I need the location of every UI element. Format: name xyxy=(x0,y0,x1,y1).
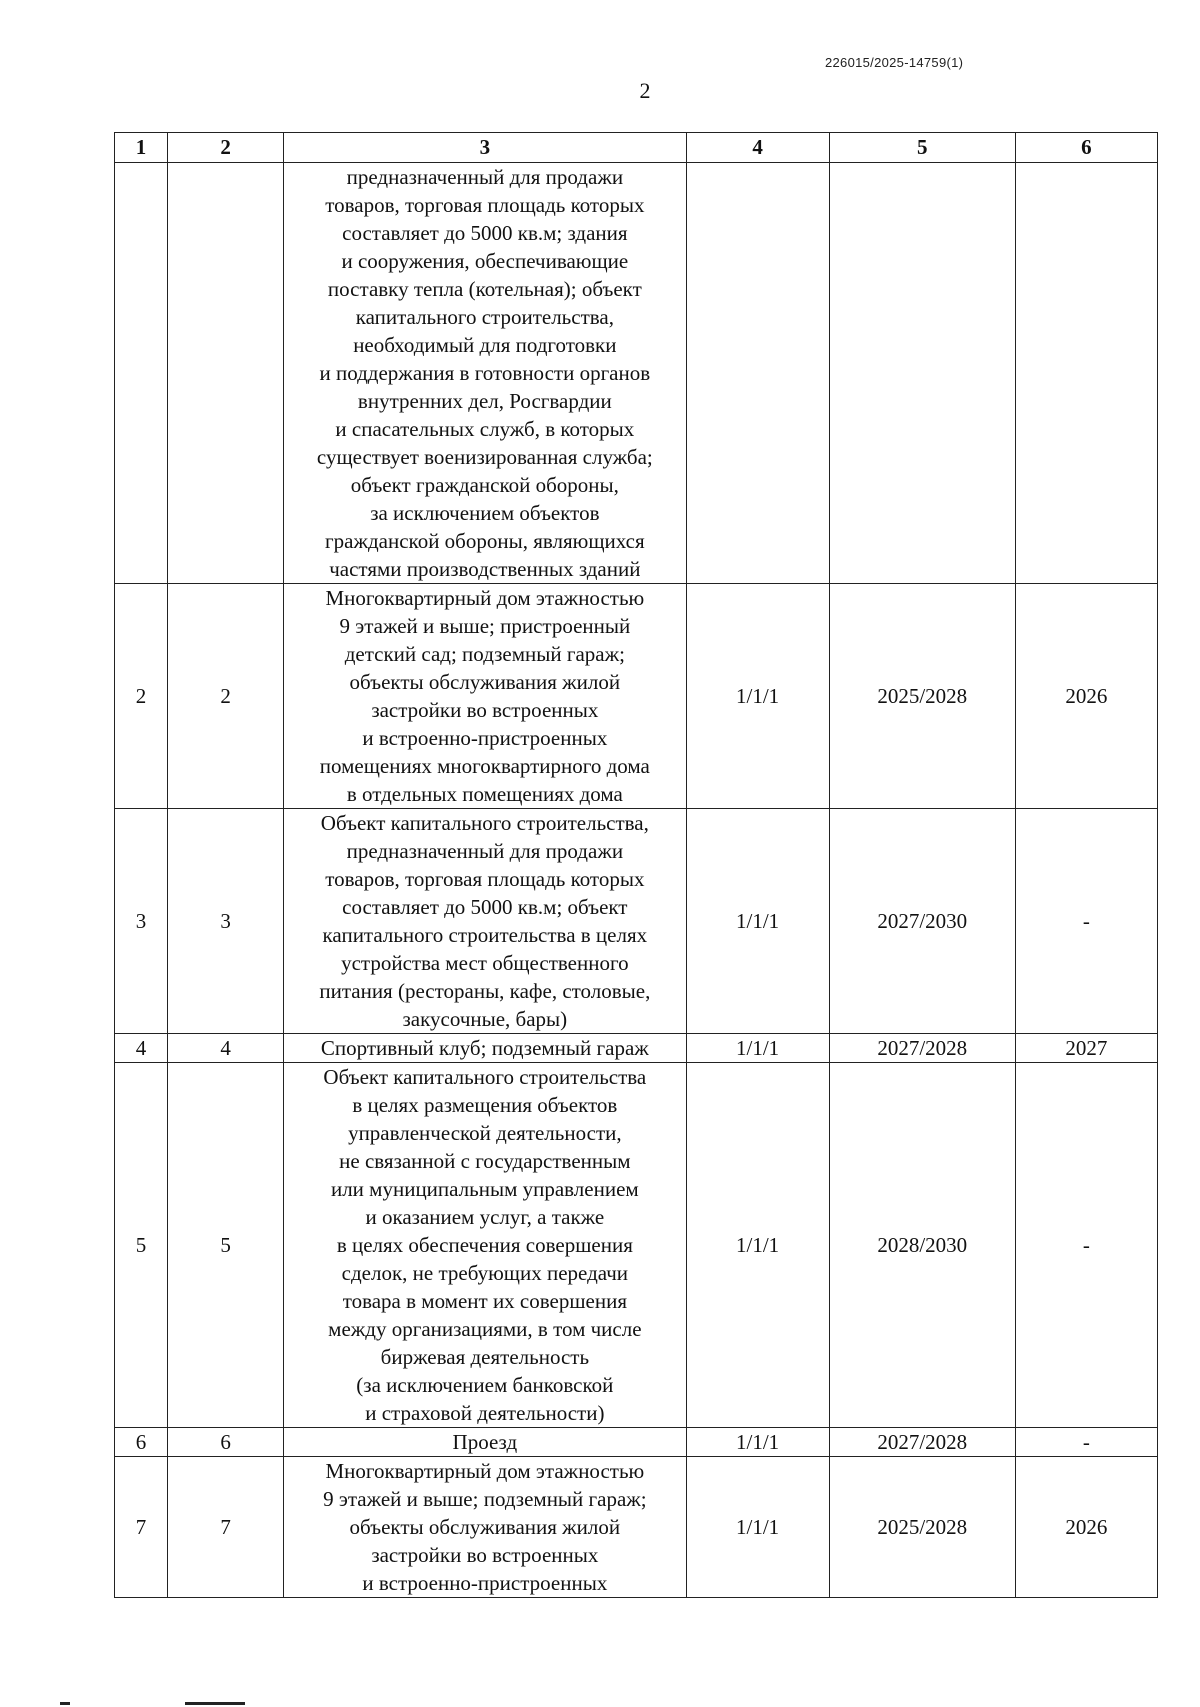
table-row xyxy=(115,1063,1158,1428)
scan-top-marks xyxy=(790,0,1170,6)
table-cell-c5: 2025/2028 xyxy=(829,584,1015,809)
column-header: 1 xyxy=(115,133,168,163)
table-cell-c2 xyxy=(168,163,284,584)
table-row xyxy=(115,584,1158,809)
description-line: не связанной с государственным xyxy=(339,1149,631,1173)
description-line: и страховой деятельности) xyxy=(365,1401,605,1425)
table-cell-c1 xyxy=(115,163,168,584)
table-cell-c2: 3 xyxy=(168,809,284,1034)
description-line: товаров, торговая площадь которых xyxy=(325,867,645,891)
table-cell-c1: 2 xyxy=(115,584,168,809)
table-cell-c5: 2027/2028 xyxy=(829,1034,1015,1063)
column-header: 3 xyxy=(284,133,686,163)
description-line: застройки во встроенных xyxy=(371,1543,599,1567)
table-cell-c4: 1/1/1 xyxy=(686,1063,829,1428)
table-cell-c5: 2027/2030 xyxy=(829,809,1015,1034)
table-cell-c6: - xyxy=(1015,1428,1157,1457)
column-header: 5 xyxy=(829,133,1015,163)
description-line: в целях обеспечения совершения xyxy=(336,1233,633,1257)
table-cell-c2: 6 xyxy=(168,1428,284,1457)
description-line: необходимый для подготовки xyxy=(353,333,617,357)
description-cell xyxy=(284,1034,686,1063)
description-line: капитального строительства, xyxy=(355,305,614,329)
description-line: и спасательных служб, в которых xyxy=(335,417,635,441)
description-line: и встроенно-пристроенных xyxy=(362,726,608,750)
description-line: Многоквартирный дом этажностью xyxy=(325,1459,645,1483)
description-line: Спортивный клуб; подземный гараж xyxy=(320,1036,649,1060)
description-line: объекты обслуживания жилой xyxy=(349,670,621,694)
description-line: товаров, торговая площадь которых xyxy=(325,193,645,217)
description-line: помещениях многоквартирного дома xyxy=(319,754,650,778)
description-line: Объект капитального строительства, xyxy=(320,811,649,835)
table-cell-c6: - xyxy=(1015,1063,1157,1428)
description-line: составляет до 5000 кв.м; объект xyxy=(342,895,628,919)
table-cell-c6 xyxy=(1015,163,1157,584)
description-line: составляет до 5000 кв.м; здания xyxy=(342,221,628,245)
table-cell-c4: 1/1/1 xyxy=(686,1034,829,1063)
description-line: (за исключением банковской xyxy=(356,1373,614,1397)
description-line: Объект капитального строительства xyxy=(323,1065,647,1089)
description-line: между организациями, в том числе xyxy=(328,1317,642,1341)
column-header: 2 xyxy=(168,133,284,163)
description-line: предназначенный для продажи xyxy=(346,165,624,189)
description-line: устройства мест общественного xyxy=(341,951,629,975)
table-row xyxy=(115,809,1158,1034)
description-cell xyxy=(284,1428,686,1457)
description-line: застройки во встроенных xyxy=(371,698,599,722)
table-cell-c1: 3 xyxy=(115,809,168,1034)
description-line: в целях размещения объектов xyxy=(352,1093,618,1117)
table-cell-c2: 5 xyxy=(168,1063,284,1428)
description-line: или муниципальным управлением xyxy=(330,1177,639,1201)
description-cell xyxy=(284,809,686,1034)
table-row xyxy=(115,163,1158,584)
column-header: 6 xyxy=(1015,133,1157,163)
description-line: в отдельных помещениях дома xyxy=(346,782,623,806)
table-cell-c4: 1/1/1 xyxy=(686,584,829,809)
table-cell-c6: 2027 xyxy=(1015,1034,1157,1063)
description-cell xyxy=(284,163,686,584)
description-line: Многоквартирный дом этажностью xyxy=(325,586,645,610)
table-cell-c1: 7 xyxy=(115,1457,168,1598)
table-cell-c4: 1/1/1 xyxy=(686,1428,829,1457)
table-cell-c6: 2026 xyxy=(1015,1457,1157,1598)
description-line: биржевая деятельность xyxy=(380,1345,590,1369)
table-cell-c1: 6 xyxy=(115,1428,168,1457)
description-cell xyxy=(284,1063,686,1428)
description-line: детский сад; подземный гараж; xyxy=(344,642,625,666)
column-header: 4 xyxy=(686,133,829,163)
description-line: частями производственных зданий xyxy=(329,557,641,581)
table-cell-c2: 7 xyxy=(168,1457,284,1598)
table-cell-c4: 1/1/1 xyxy=(686,809,829,1034)
description-line: закусочные, бары) xyxy=(402,1007,568,1031)
table-cell-c4 xyxy=(686,163,829,584)
description-line: управленческой деятельности, xyxy=(348,1121,622,1145)
description-line: объект гражданской обороны, xyxy=(350,473,619,497)
description-line: и поддержания в готовности органов xyxy=(319,361,651,385)
description-line: поставку тепла (котельная); объект xyxy=(327,277,642,301)
description-line: питания (рестораны, кафе, столовые, xyxy=(319,979,651,1003)
table-cell-c6: 2026 xyxy=(1015,584,1157,809)
description-line: объекты обслуживания жилой xyxy=(349,1515,621,1539)
table-row xyxy=(115,1428,1158,1457)
description-line: внутренних дел, Росгвардии xyxy=(357,389,612,413)
description-line: гражданской обороны, являющихся xyxy=(325,529,645,553)
description-line: и оказанием услуг, а также xyxy=(365,1205,605,1229)
table-cell-c6: - xyxy=(1015,809,1157,1034)
description-cell xyxy=(284,1457,686,1598)
description-line: 9 этажей и выше; подземный гараж; xyxy=(323,1487,647,1511)
description-line: Проезд xyxy=(452,1430,518,1454)
table-cell-c5: 2027/2028 xyxy=(829,1428,1015,1457)
table-cell-c1: 4 xyxy=(115,1034,168,1063)
table-cell-c4: 1/1/1 xyxy=(686,1457,829,1598)
description-line: за исключением объектов xyxy=(370,501,600,525)
table-row xyxy=(115,1034,1158,1063)
description-line: предназначенный для продажи xyxy=(346,839,624,863)
table-row xyxy=(115,1457,1158,1598)
description-line: сделок, не требующих передачи xyxy=(341,1261,629,1285)
table-cell-c5 xyxy=(829,163,1015,584)
table-header-row xyxy=(115,133,1158,163)
scan-bottom-marks xyxy=(60,1700,260,1707)
page-number: 2 xyxy=(639,78,651,103)
table-cell-c5: 2025/2028 xyxy=(829,1457,1015,1598)
table-cell-c2: 4 xyxy=(168,1034,284,1063)
description-line: товара в момент их совершения xyxy=(342,1289,627,1313)
table-cell-c5: 2028/2030 xyxy=(829,1063,1015,1428)
table-cell-c2: 2 xyxy=(168,584,284,809)
description-cell xyxy=(284,584,686,809)
description-line: существует военизированная служба; xyxy=(316,445,653,469)
data-table xyxy=(114,132,1158,1598)
description-line: капитального строительства в целях xyxy=(322,923,648,947)
description-line: 9 этажей и выше; пристроенный xyxy=(339,614,631,638)
description-line: и встроенно-пристроенных xyxy=(362,1571,608,1595)
document-number: 226015/2025-14759(1) xyxy=(825,55,964,70)
description-line: и сооружения, обеспечивающие xyxy=(341,249,629,273)
table-cell-c1: 5 xyxy=(115,1063,168,1428)
